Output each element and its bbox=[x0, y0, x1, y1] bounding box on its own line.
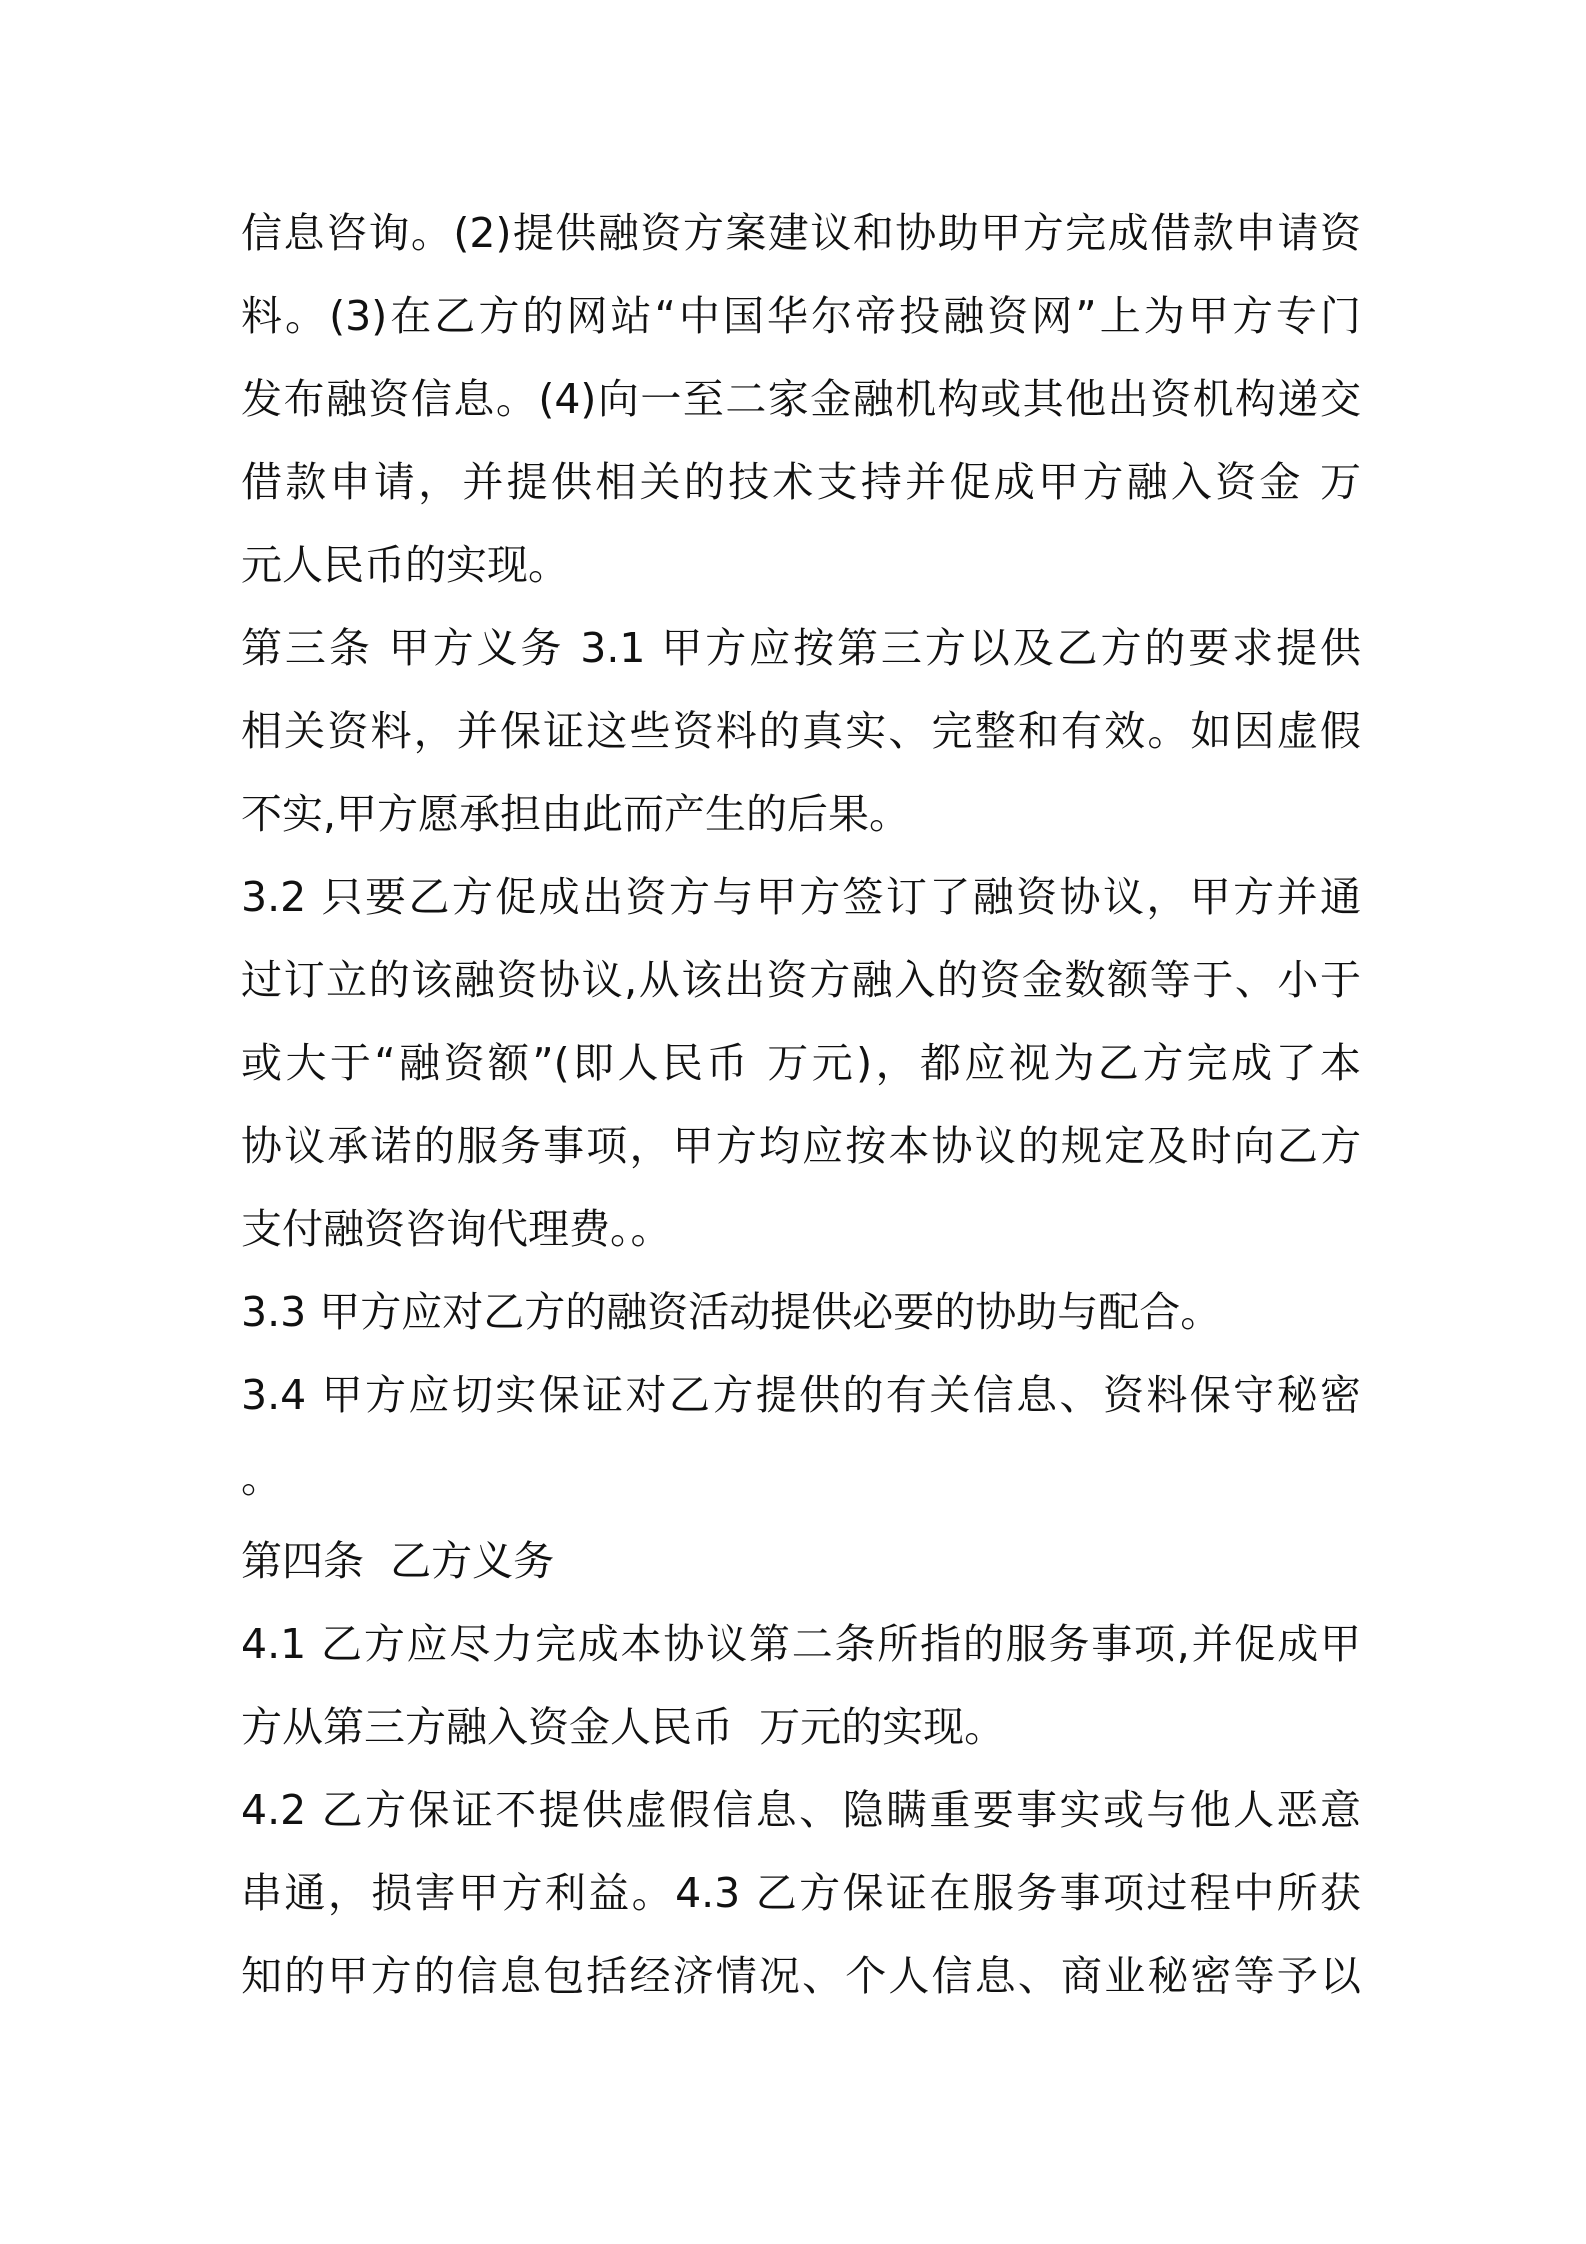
text-line: 串通，损害甲方利益。4.3 乙方保证在服务事项过程中所获 bbox=[241, 1869, 1361, 1917]
text-line: 相关资料，并保证这些资料的真实、完整和有效。如因虚假 bbox=[241, 707, 1361, 755]
text-line: 元人民币的实现。 bbox=[241, 541, 569, 589]
text-line: 过订立的该融资协议,从该出资方融入的资金数额等于、小于 bbox=[241, 956, 1361, 1004]
clause-3-4-line: 3.4 甲方应切实保证对乙方提供的有关信息、资料保守秘密 bbox=[241, 1371, 1361, 1419]
text-line: 支付融资咨询代理费。。 bbox=[241, 1205, 672, 1253]
text-line: 借款申请，并提供相关的技术支持并促成甲方融入资金 万 bbox=[241, 458, 1361, 506]
text-line: 方从第三方融入资金人民币 万元的实现。 bbox=[241, 1703, 1006, 1751]
article-3-heading-line: 第三条 甲方义务 3.1 甲方应按第三方以及乙方的要求提供 bbox=[241, 624, 1361, 672]
clause-3-2-line: 3.2 只要乙方促成出资方与甲方签订了融资协议，甲方并通 bbox=[241, 873, 1361, 921]
article-4-heading: 第四条 乙方义务 bbox=[241, 1537, 555, 1585]
text-line: 或大于“融资额”(即人民币 万元)，都应视为乙方完成了本 bbox=[241, 1039, 1361, 1087]
clause-4-1-line: 4.1 乙方应尽力完成本协议第二条所指的服务事项,并促成甲 bbox=[241, 1620, 1361, 1668]
text-line: 不实,甲方愿承担由此而产生的后果。 bbox=[241, 790, 911, 838]
clause-4-2-line: 4.2 乙方保证不提供虚假信息、隐瞒重要事实或与他人恶意 bbox=[241, 1786, 1361, 1834]
text-line: 协议承诺的服务事项，甲方均应按本协议的规定及时向乙方 bbox=[241, 1122, 1361, 1170]
text-line: 信息咨询。(2)提供融资方案建议和协助甲方完成借款申请资 bbox=[241, 209, 1361, 257]
document-body bbox=[241, 192, 1361, 2018]
text-line: 发布融资信息。(4)向一至二家金融机构或其他出资机构递交 bbox=[241, 375, 1361, 423]
text-line: 知的甲方的信息包括经济情况、个人信息、商业秘密等予以 bbox=[241, 1952, 1361, 2000]
text-line: 料。(3)在乙方的网站“中国华尔帝投融资网”上为甲方专门 bbox=[241, 292, 1361, 340]
text-line: 。 bbox=[241, 1454, 282, 1502]
clause-3-3-line: 3.3 甲方应对乙方的融资活动提供必要的协助与配合。 bbox=[241, 1288, 1222, 1336]
